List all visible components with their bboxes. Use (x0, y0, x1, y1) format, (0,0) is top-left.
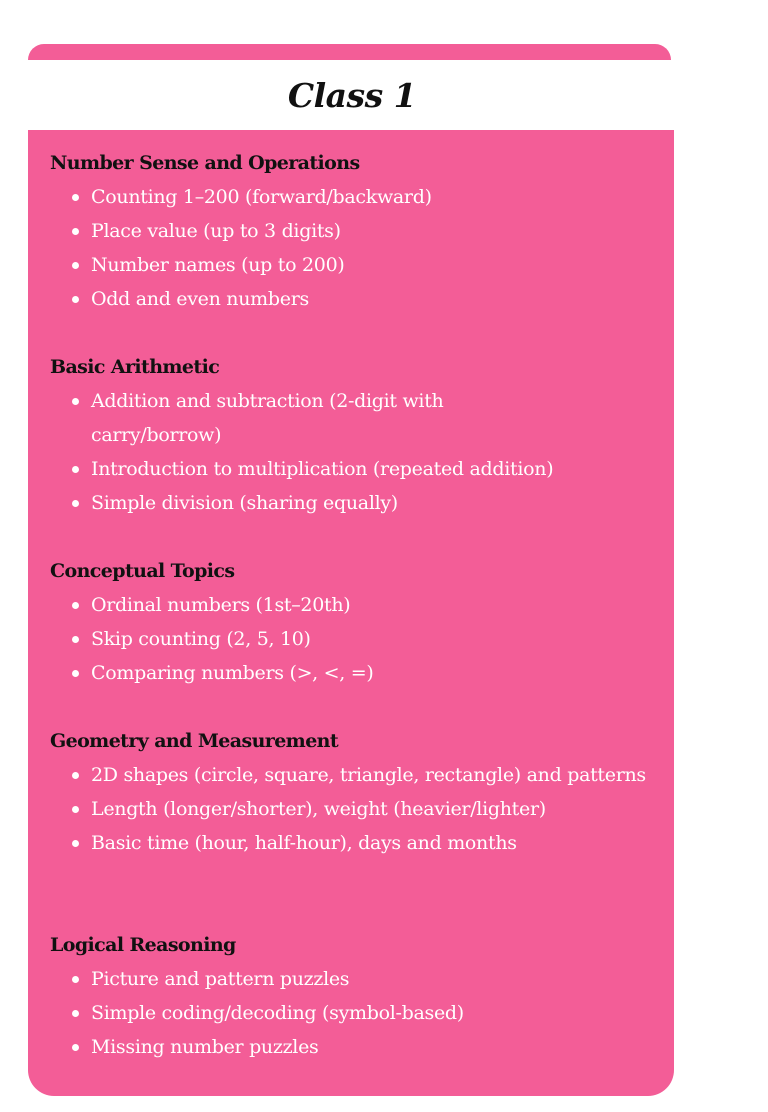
list-item-label: Counting 1–200 (forward/backward) (91, 186, 432, 208)
bullet-icon (72, 636, 79, 643)
bullet-icon (72, 466, 79, 473)
list-item (50, 622, 660, 656)
section-conceptual-topics (50, 554, 660, 690)
list-item-label: Ordinal numbers (1st–20th) (91, 594, 351, 616)
list-item (50, 248, 660, 282)
bullet-icon (72, 976, 79, 983)
section-heading: Conceptual Topics (50, 560, 235, 582)
bullet-icon (72, 500, 79, 507)
bullet-icon (72, 194, 79, 201)
list-item (50, 758, 660, 792)
list-item (50, 180, 660, 214)
list-item (50, 452, 660, 486)
syllabus-card (28, 130, 674, 1096)
list-item (50, 214, 660, 248)
title-band (24, 60, 680, 130)
section-heading: Logical Reasoning (50, 934, 236, 956)
list-item (50, 996, 660, 1030)
list-item-label: Odd and even numbers (91, 288, 309, 310)
list-item-label: Number names (up to 200) (91, 254, 345, 276)
list-item (50, 1030, 660, 1064)
section-heading: Geometry and Measurement (50, 730, 339, 752)
section-heading: Number Sense and Operations (50, 152, 360, 174)
list-item-label: Picture and pattern puzzles (91, 968, 350, 990)
list-item (50, 792, 660, 826)
section-number-sense (50, 146, 660, 316)
bullet-icon (72, 262, 79, 269)
topic-list (50, 588, 660, 690)
list-item-label: Simple coding/decoding (symbol-based) (91, 1002, 464, 1024)
bullet-icon (72, 670, 79, 677)
list-item (50, 384, 660, 452)
bullet-icon (72, 602, 79, 609)
bullet-icon (72, 398, 79, 405)
list-item (50, 588, 660, 622)
list-item (50, 282, 660, 316)
bullet-icon (72, 296, 79, 303)
list-item-label: Place value (up to 3 digits) (91, 220, 341, 242)
topic-list (50, 180, 660, 316)
bullet-icon (72, 840, 79, 847)
bullet-icon (72, 772, 79, 779)
section-geometry-measurement (50, 724, 660, 860)
topic-list (50, 758, 660, 860)
card-top-tab (28, 44, 671, 60)
list-item-label: Basic time (hour, half-hour), days and months (91, 832, 517, 854)
list-item-label: Comparing numbers (>, <, =) (91, 662, 374, 684)
list-item-label: Simple division (sharing equally) (91, 492, 398, 514)
bullet-icon (72, 1044, 79, 1051)
topic-list (50, 384, 660, 520)
bullet-icon (72, 806, 79, 813)
topic-list (50, 962, 660, 1064)
section-basic-arithmetic (50, 350, 660, 520)
list-item (50, 486, 660, 520)
page-title: Class 1 (287, 75, 417, 115)
list-item (50, 962, 660, 996)
list-item (50, 656, 660, 690)
list-item-label: Addition and subtraction (2-digit with carry/borrow) (91, 390, 444, 446)
list-item-label: 2D shapes (circle, square, triangle, rectangle) and patterns (91, 764, 646, 786)
bullet-icon (72, 1010, 79, 1017)
list-item (50, 826, 660, 860)
list-item-label: Length (longer/shorter), weight (heavier/lighter) (91, 798, 546, 820)
list-item-label: Introduction to multiplication (repeated addition) (91, 458, 554, 480)
section-logical-reasoning (50, 928, 660, 1064)
section-heading: Basic Arithmetic (50, 356, 220, 378)
bullet-icon (72, 228, 79, 235)
list-item-label: Skip counting (2, 5, 10) (91, 628, 311, 650)
list-item-label: Missing number puzzles (91, 1036, 319, 1058)
